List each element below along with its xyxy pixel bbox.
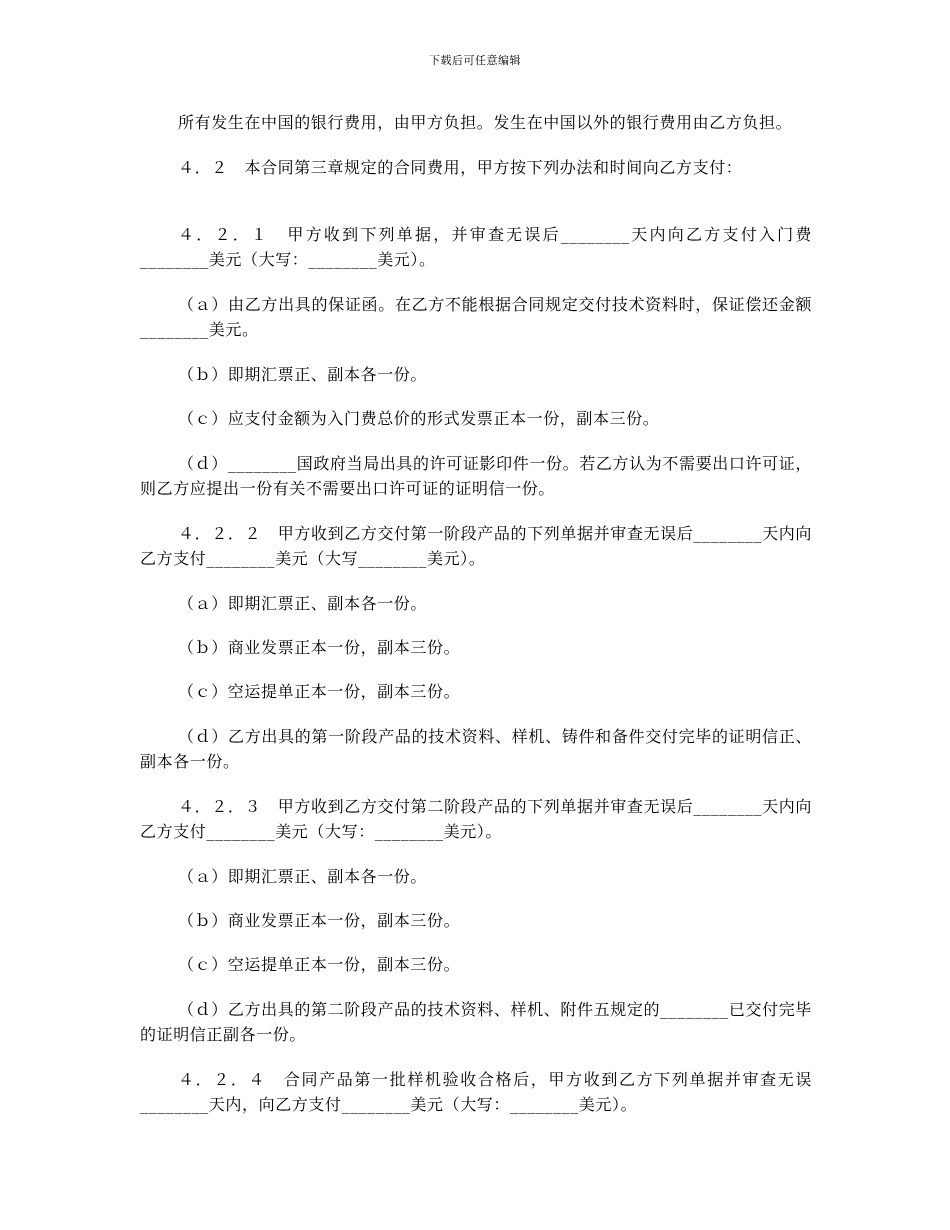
paragraph-4-2-2-b: （ｂ）商业发票正本一份，副本三份。: [178, 638, 461, 657]
paragraph-4-2-2-a: （ａ）即期汇票正、副本各一份。: [178, 594, 428, 613]
paragraph-bank-fees: 所有发生在中国的银行费用，由甲方负担。发生在中国以外的银行费用由乙方负担。: [178, 113, 793, 132]
paragraph-4-2-1-b: （ｂ）即期汇票正、副本各一份。: [178, 365, 428, 384]
paragraph-4-2-3-c: （ｃ）空运提单正本一份，副本三份。: [178, 955, 461, 974]
document-body: [140, 110, 812, 1117]
paragraph-4-2-3-a: （ａ）即期汇票正、副本各一份。: [178, 867, 428, 886]
paragraph-4-2-1-c: （ｃ）应支付金额为入门费总价的形式发票正本一份，副本三份。: [178, 409, 660, 428]
paragraph-4-2: ４．２ 本合同第三章规定的合同费用，甲方按下列办法和时间向乙方支付：: [178, 158, 743, 177]
paragraph-4-2-3-b: （ｂ）商业发票正本一份，副本三份。: [178, 911, 461, 930]
paragraph-4-2-1: ４．２．１ 甲方收到下列单据，并审查无误后________天内向乙方支付入门费________美元（大写：________美元）。: [140, 225, 812, 269]
paragraph-4-2-1-d: （ｄ）________国政府当局出具的许可证影印件一份。若乙方认为不需要出口许可证，则乙方应提出一份有关不需要出口许可证的证明信一份。: [140, 454, 812, 498]
paragraph-4-2-4: ４．２．４ 合同产品第一批样机验收合格后，甲方收到乙方下列单据并审查无误________天内，向乙方支付________美元（大写：________美元）。: [140, 1070, 812, 1114]
paragraph-4-2-2: ４．２．２ 甲方收到乙方交付第一阶段产品的下列单据并审查无误后________天内向乙方支付________美元（大写________美元）。: [140, 524, 812, 568]
paragraph-4-2-2-d: （ｄ）乙方出具的第一阶段产品的技术资料、样机、铸件和备件交付完毕的证明信正、副本各一份。: [140, 727, 812, 771]
paragraph-4-2-2-c: （ｃ）空运提单正本一份，副本三份。: [178, 682, 461, 701]
paragraph-4-2-1-a: （ａ）由乙方出具的保证函。在乙方不能根据合同规定交付技术资料时，保证偿还金额________美元。: [140, 295, 812, 339]
paragraph-4-2-3-d: （ｄ）乙方出具的第二阶段产品的技术资料、样机、附件五规定的________已交付完毕的证明信正副各一份。: [140, 1000, 812, 1044]
paragraph-4-2-3: ４．２．３ 甲方收到乙方交付第二阶段产品的下列单据并审查无误后________天内向乙方支付________美元（大写：________美元）。: [140, 797, 812, 841]
page-header: 下载后可任意编辑: [429, 54, 521, 67]
